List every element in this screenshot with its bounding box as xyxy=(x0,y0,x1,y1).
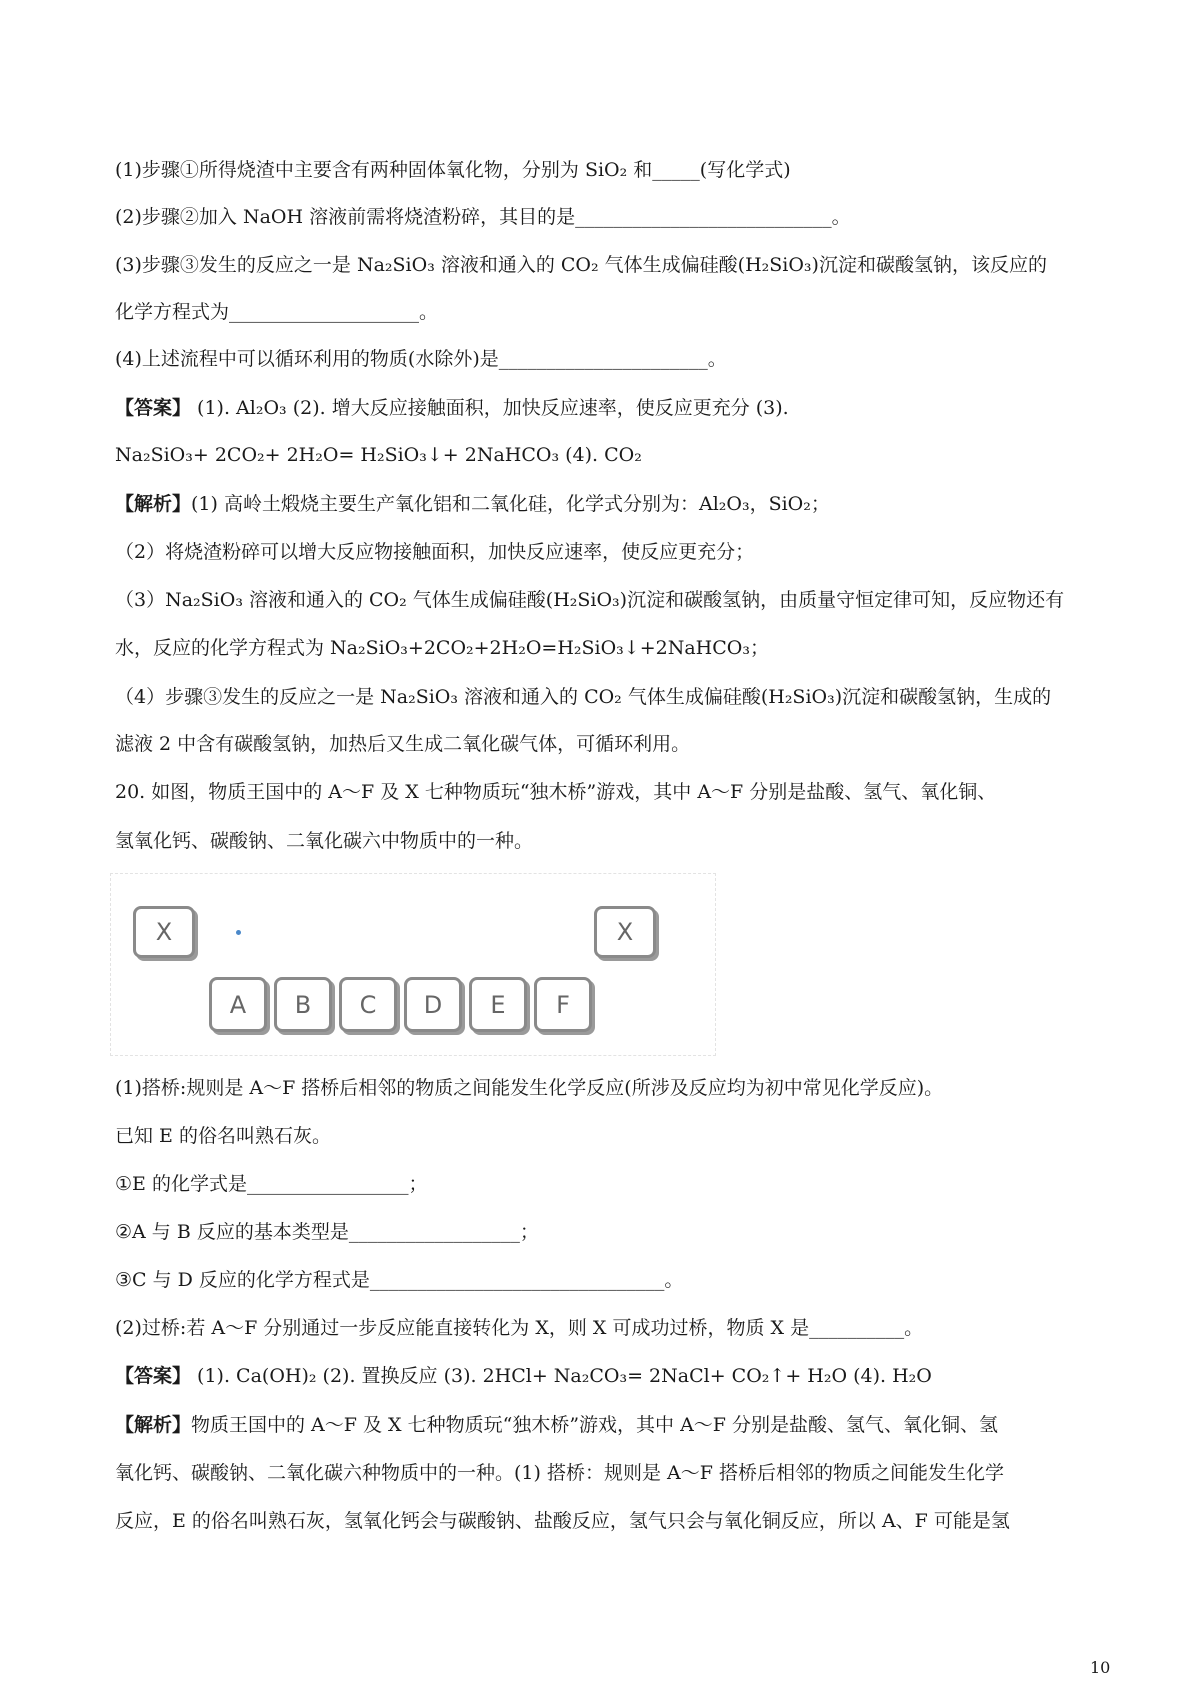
l4: (4)上述流程中可以循环利用的物质(水除外)是______________________。 xyxy=(115,348,727,370)
l23: 氧化钙、碳酸钠、二氧化碳六种物质中的一种。(1) 搭桥：规则是 A～F 搭桥后相邻的物质之间能发生化学 xyxy=(115,1462,1004,1484)
l6: Na₂SiO₃+ 2CO₂+ 2H₂O= H₂SiO₃↓+ 2NaHCO₃ (4). CO₂ xyxy=(115,444,642,466)
analysis-1 xyxy=(115,492,830,516)
bridge-block-b: B xyxy=(274,977,332,1032)
answer-1 xyxy=(115,396,789,420)
l20: (2)过桥:若 A～F 分别通过一步反应能直接转化为 X，则 X 可成功过桥，物质 X 是__________。 xyxy=(115,1317,924,1339)
l14: 氢氧化钙、碳酸钠、二氧化碳六中物质中的一种。 xyxy=(115,830,534,852)
l24: 反应，E 的俗名叫熟石灰，氢氧化钙会与碳酸钠、盐酸反应，氢气只会与氧化铜反应，所以 A、F 可能是氢 xyxy=(115,1510,1010,1532)
analysis-2 xyxy=(115,1413,998,1437)
l11: （4）步骤③发生的反应之一是 Na₂SiO₃ 溶液和通入的 CO₂ 气体生成偏硅酸(H₂SiO₃)沉淀和碳酸氢钠，生成的 xyxy=(115,686,1052,708)
l2: (3)步骤③发生的反应之一是 Na₂SiO₃ 溶液和通入的 CO₂ 气体生成偏硅酸(H₂SiO₃)沉淀和碳酸氢钠，该反应的 xyxy=(115,254,1047,276)
bridge-block-d: D xyxy=(404,977,462,1032)
answer-2 xyxy=(115,1364,932,1388)
l12: 滤液 2 中含有碳酸氢钠，加热后又生成二氧化碳气体，可循环利用。 xyxy=(115,733,691,755)
l15: (1)搭桥:规则是 A～F 搭桥后相邻的物质之间能发生化学反应(所涉及反应均为初中常见化学反应)。 xyxy=(115,1077,944,1099)
bridge-block-c: C xyxy=(339,977,397,1032)
bridge-block-e: E xyxy=(469,977,527,1032)
bridge-diagram xyxy=(110,873,716,1056)
page-number: 10 xyxy=(1090,1658,1111,1677)
l13: 20. 如图，物质王国中的 A～F 及 X 七种物质玩“独木桥”游戏，其中 A～F 分别是盐酸、氢气、氧化铜、 xyxy=(115,781,997,803)
answer-tag: 【答案】 xyxy=(115,1365,192,1387)
l19: ③C 与 D 反应的化学方程式是_______________________________。 xyxy=(115,1269,684,1291)
analysis-tag: 【解析】 xyxy=(115,493,192,515)
analysis-tag: 【解析】 xyxy=(115,1414,192,1436)
x-right-box: X xyxy=(594,906,656,958)
analysis-text: 物质王国中的 A～F 及 X 七种物质玩“独木桥”游戏，其中 A～F 分别是盐酸、氢气、氧化铜、氢 xyxy=(191,1414,999,1436)
l3: 化学方程式为____________________。 xyxy=(115,301,439,323)
l0: (1)步骤①所得烧渣中主要含有两种固体氧化物，分别为 SiO₂ 和_____(写化学式) xyxy=(115,159,791,181)
x-left-box: X xyxy=(133,906,195,958)
l16: 已知 E 的俗名叫熟石灰。 xyxy=(115,1125,331,1147)
l18: ②A 与 B 反应的基本类型是__________________； xyxy=(115,1221,539,1243)
l17: ①E 的化学式是_________________； xyxy=(115,1173,428,1195)
l10: 水，反应的化学方程式为 Na₂SiO₃+2CO₂+2H₂O=H₂SiO₃↓+2NaHCO₃； xyxy=(115,637,769,659)
bridge-block-f: F xyxy=(534,977,592,1032)
analysis-text: (1) 高岭土煅烧主要生产氧化铝和二氧化硅，化学式分别为：Al₂O₃，SiO₂； xyxy=(191,493,830,515)
l1: (2)步骤②加入 NaOH 溶液前需将烧渣粉碎，其目的是___________________________。 xyxy=(115,206,851,228)
dot-marker xyxy=(236,930,241,935)
bridge-block-a: A xyxy=(209,977,267,1032)
l9: （3）Na₂SiO₃ 溶液和通入的 CO₂ 气体生成偏硅酸(H₂SiO₃)沉淀和碳酸氢钠，由质量守恒定律可知，反应物还有 xyxy=(115,589,1065,611)
answer-tag: 【答案】 xyxy=(115,397,192,419)
answer-text: (1). Ca(OH)₂ (2). 置换反应 (3). 2HCl+ Na₂CO₃= 2NaCl+ CO₂↑+ H₂O (4). H₂O xyxy=(191,1365,932,1387)
l8: （2）将烧渣粉碎可以增大反应物接触面积，加快反应速率，使反应更充分； xyxy=(115,541,755,563)
answer-text: (1). Al₂O₃ (2). 增大反应接触面积，加快反应速率，使反应更充分 (3). xyxy=(191,397,789,419)
